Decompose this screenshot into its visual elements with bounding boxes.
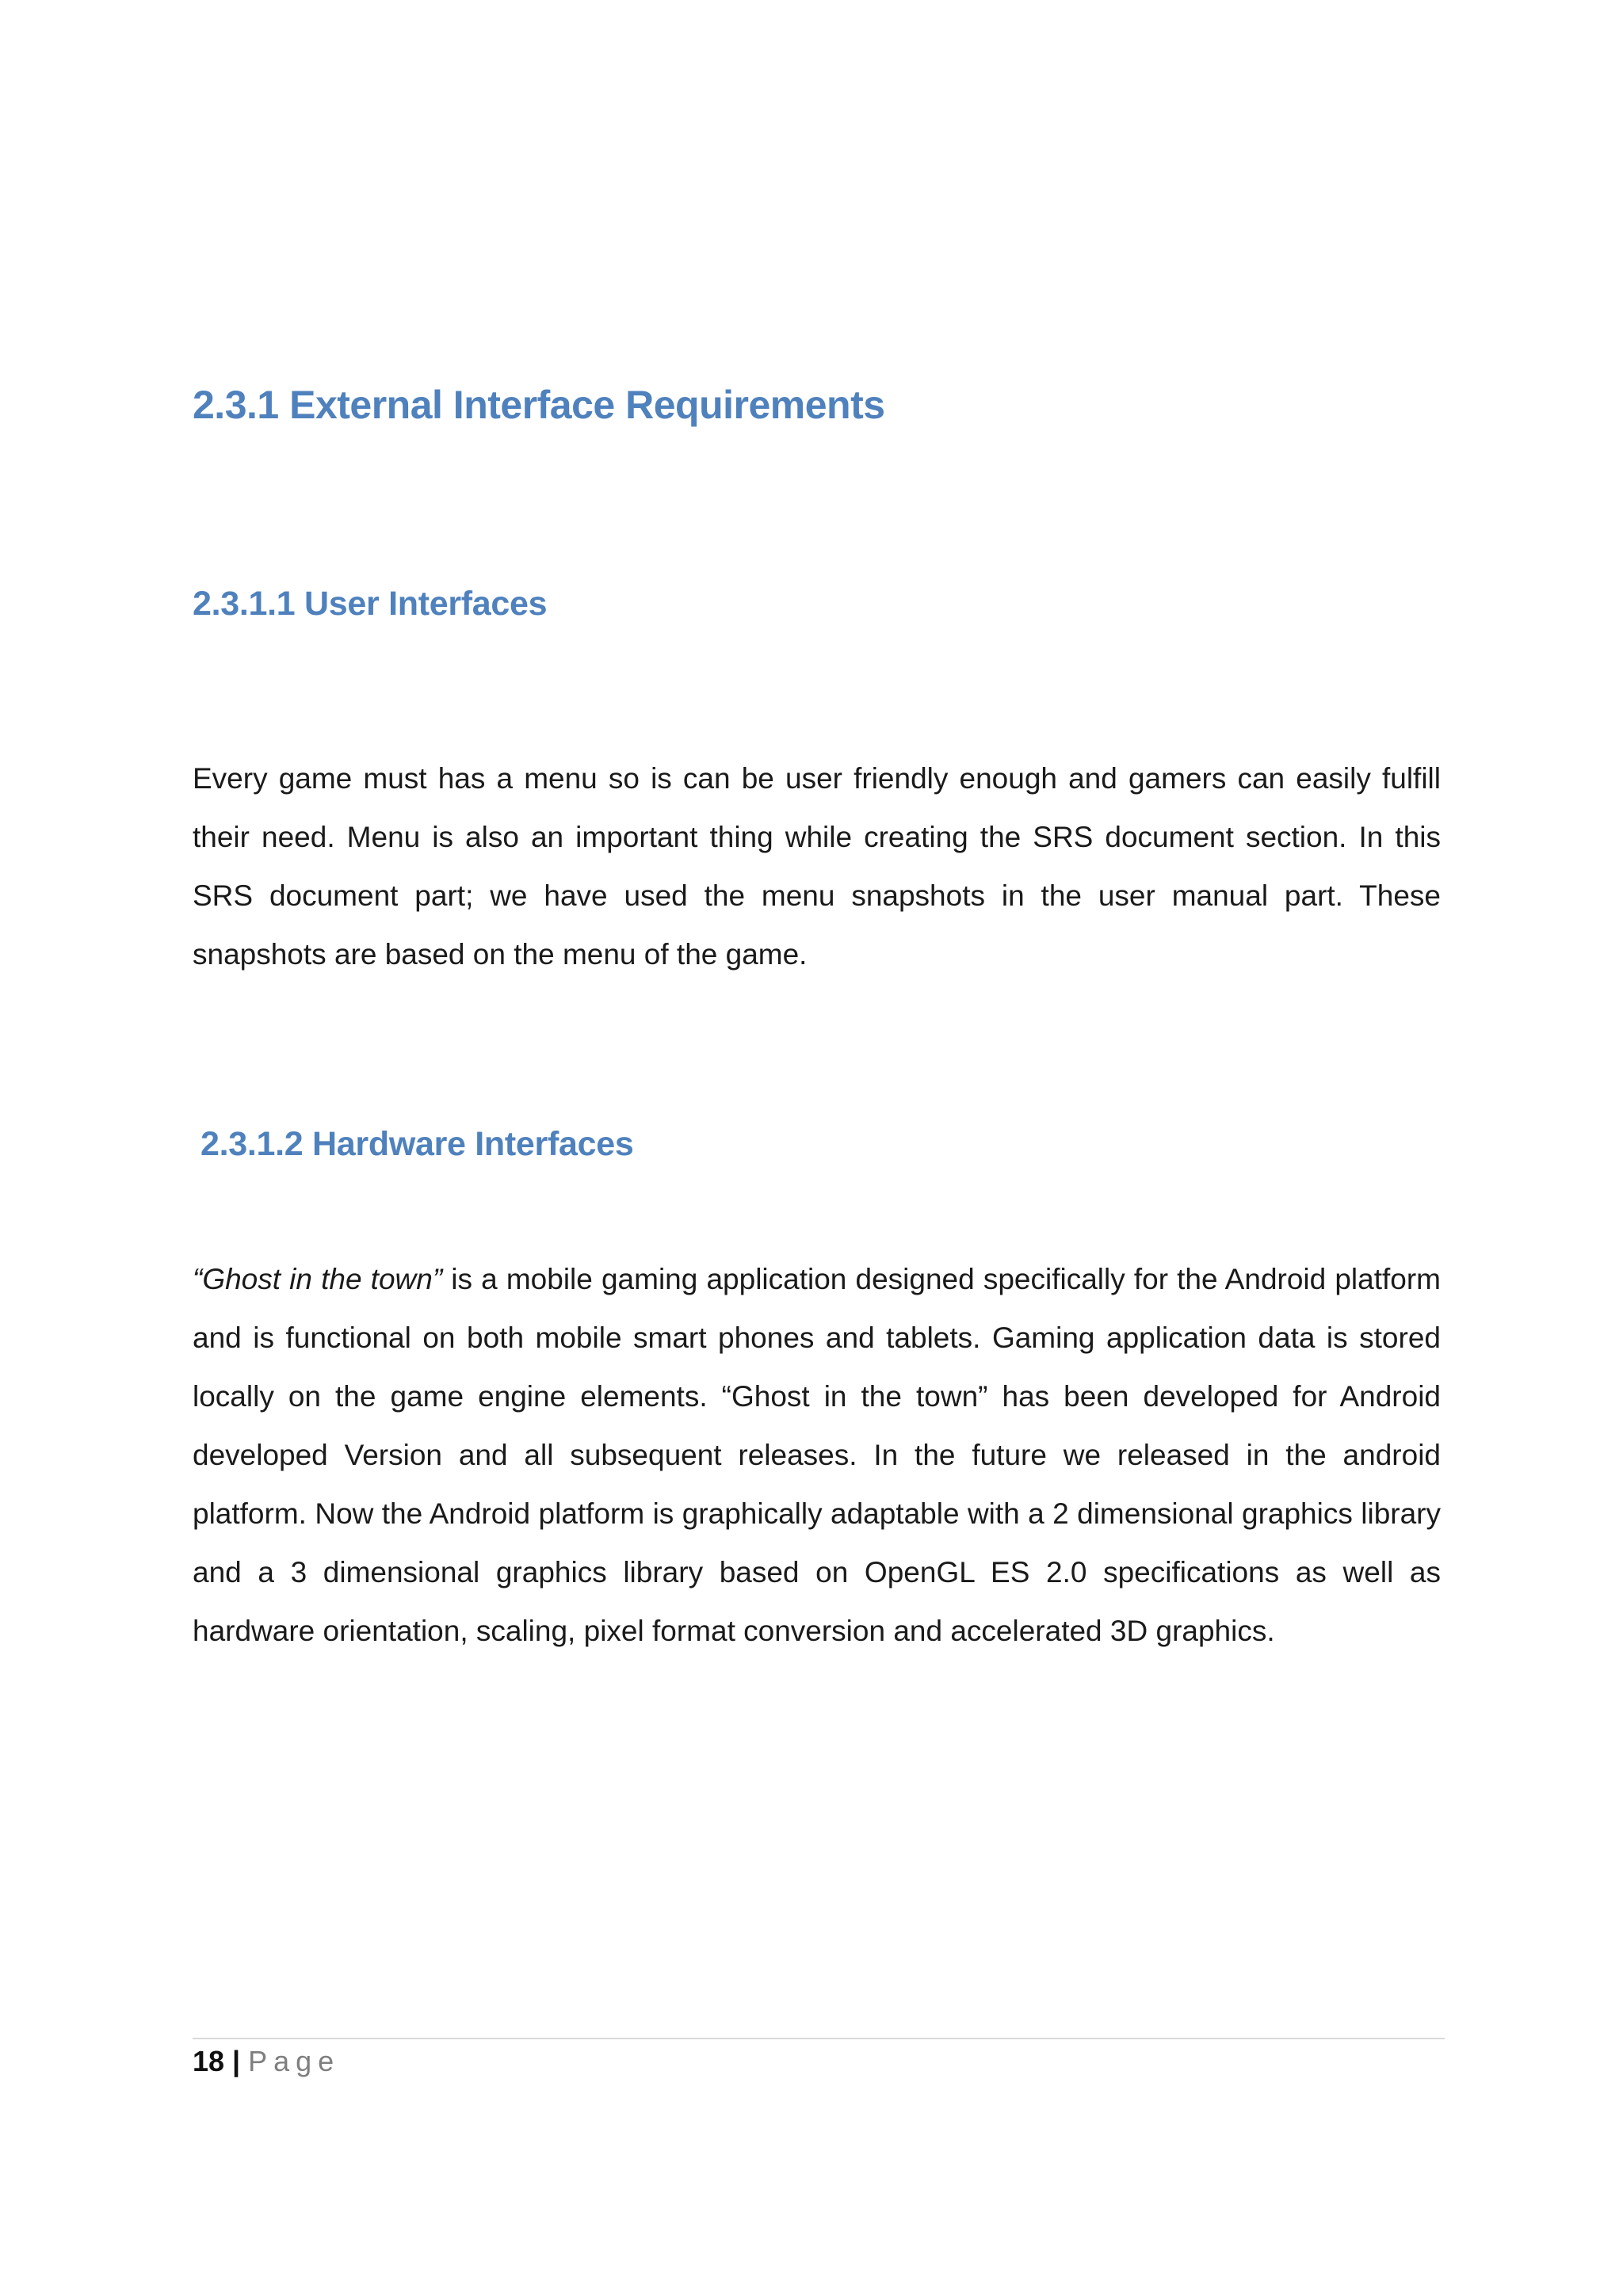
hardware-interfaces-paragraph-text: is a mobile gaming application designed specifically for the Android platform and is functional on both mobile smart phones and tablets. Gaming application data is stored locally on the game engine elements. “Ghost in the town” has been developed for Android developed Version and all subsequent releases. In the future we released in the android platform. Now the Android platform is graphically adaptable with a 2 dimensional graphics library and a 3 dimensional graphics library based on OpenGL ES 2.0 specifications as well as hardware orientation, scaling, pixel format conversion and accelerated 3D graphics. <box>193 1263 1442 1647</box>
subsection-heading-user-interfaces: 2.3.1.1 User Interfaces <box>193 585 548 623</box>
footer-divider <box>193 2038 1445 2039</box>
page-footer <box>193 2042 340 2081</box>
footer-separator: | <box>232 2045 241 2077</box>
page-label: Page <box>248 2045 341 2077</box>
page-number: 18 <box>193 2045 225 2077</box>
subsection-heading-hardware-interfaces: 2.3.1.2 Hardware Interfaces <box>200 1125 634 1163</box>
section-heading-external-interface-requirements: 2.3.1 External Interface Requirements <box>193 383 885 427</box>
user-interfaces-paragraph: Every game must has a menu so is can be user friendly enough and gamers can easily fulfill their need. Menu is also an important thing while creating the SRS document section. In this SRS document part; we have used the menu snapshots in the user manual part. These snapshots are based on the menu of the game. <box>193 762 1441 971</box>
game-title-quote: “Ghost in the town” <box>193 1263 443 1295</box>
hardware-interfaces-paragraph <box>193 1250 1441 1661</box>
